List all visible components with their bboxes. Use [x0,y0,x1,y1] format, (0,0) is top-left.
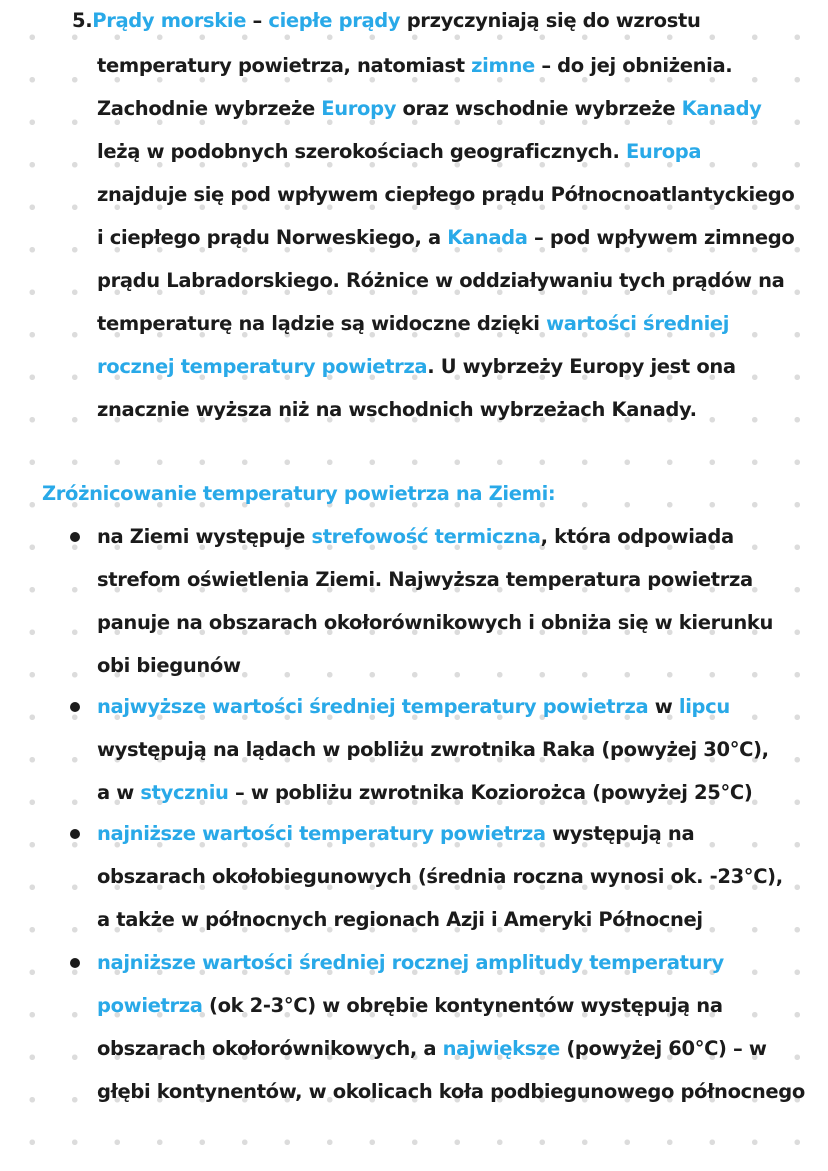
section5-line-3 [97,137,701,167]
segment: wartości średniej [546,312,730,335]
segment: lipcu [678,695,730,718]
bullet1-line-1 [97,565,753,595]
segment: największe [442,1037,560,1060]
segment: znajduje się pod wpływem ciepłego prądu Północnoatlantyckiego [97,183,795,206]
segment: strefowość termiczna [311,525,541,548]
segment: najwyższe wartości średniej temperatury powietrza [97,695,649,718]
segment: a w [97,781,141,804]
segment: temperaturę na lądzie są widoczne dzięki [97,312,547,335]
segment: prądu Labradorskiego. Różnice w oddziaływaniu tych prądów na [97,269,785,292]
segment: panuje na obszarach okołorównikowych i obniża się w kierunku [97,611,774,634]
section5-line-7 [97,309,729,339]
segment: najniższe wartości średniej rocznej amplitudy temperatury [97,951,724,974]
section-number: 5. [72,9,93,32]
segment: Europa [625,140,702,163]
bullet2-line-1 [97,735,769,765]
segment: a także w północnych regionach Azji i Ameryki Północnej [97,908,703,931]
segment: obszarach okołobiegunowych (średnia roczna wynosi ok. -23°C), [97,865,783,888]
segment: najniższe wartości temperatury powietrza [97,822,546,845]
bullet1-line-0 [97,522,734,552]
bullet2-line-0 [97,692,730,722]
bullet4-line-3 [97,1077,805,1107]
segment: powietrza [97,994,203,1017]
bullet3-line-2 [97,905,703,935]
bullet2-line-2 [97,778,752,808]
section-heading: Zróżnicowanie temperatury powietrza na Ziemi: [42,482,556,505]
segment: znacznie wyższa niż na wschodnich wybrzeżach Kanady. [97,398,697,421]
segment: występują na [545,822,695,845]
segment: zimne [471,54,535,77]
segment: (ok 2-3°C) w obrębie kontynentów występują na [202,994,723,1017]
segment: Kanada [447,226,528,249]
section5-line-8 [97,352,736,382]
segment: – pod wpływem zimnego [527,226,795,249]
section5-line-9 [97,395,697,425]
segment: temperatury powietrza, natomiast [97,54,472,77]
bullet4-line-0 [97,948,724,978]
bullet1-line-3 [97,651,241,681]
segment: rocznej temperatury powietrza [97,355,428,378]
segment: strefom oświetlenia Ziemi. Najwyższa temperatura powietrza [97,568,753,591]
segment: Prądy morskie [92,9,247,32]
section5-line-0 [72,6,701,36]
segment: na Ziemi występuje [97,525,312,548]
segment: leżą w podobnych szerokościach geograficznych. [97,140,626,163]
bullet-dot [70,702,80,712]
section5-line-5 [97,223,794,253]
segment: obszarach okołorównikowych, a [97,1037,443,1060]
segment: Zachodnie wybrzeże [97,97,322,120]
bullet-dot [70,532,80,542]
segment: ciepłe prądy [268,9,401,32]
bullet4-line-2 [97,1034,767,1064]
segment: – [246,9,269,32]
segment: – do jej obniżenia. [534,54,733,77]
section5-line-6 [97,266,784,296]
segment: oraz wschodnie wybrzeże [396,97,682,120]
segment: Kanady [681,97,762,120]
segment: , która odpowiada [540,525,734,548]
bullet3-line-1 [97,862,783,892]
segment: . U wybrzeży Europy jest ona [427,355,736,378]
section5-line-2 [97,94,762,124]
segment: styczniu [140,781,229,804]
segment: (powyżej 60°C) – w [559,1037,767,1060]
segment: głębi kontynentów, w okolicach koła podbiegunowego północnego [97,1080,805,1103]
section5-line-4 [97,180,794,210]
segment: w [648,695,679,718]
segment: przyczyniają się do wzrostu [400,9,701,32]
segment: Europy [321,97,397,120]
bullet-dot [70,958,80,968]
segment: – w pobliżu zwrotnika Koziorożca (powyżej 25°C) [228,781,753,804]
bullet4-line-1 [97,991,723,1021]
bullet1-line-2 [97,608,773,638]
bullet3-line-0 [97,819,694,849]
segment: i ciepłego prądu Norweskiego, a [97,226,448,249]
section5-line-1 [97,51,732,81]
bullet-dot [70,829,80,839]
segment: obi biegunów [97,654,241,677]
segment: występują na lądach w pobliżu zwrotnika Raka (powyżej 30°C), [97,738,769,761]
